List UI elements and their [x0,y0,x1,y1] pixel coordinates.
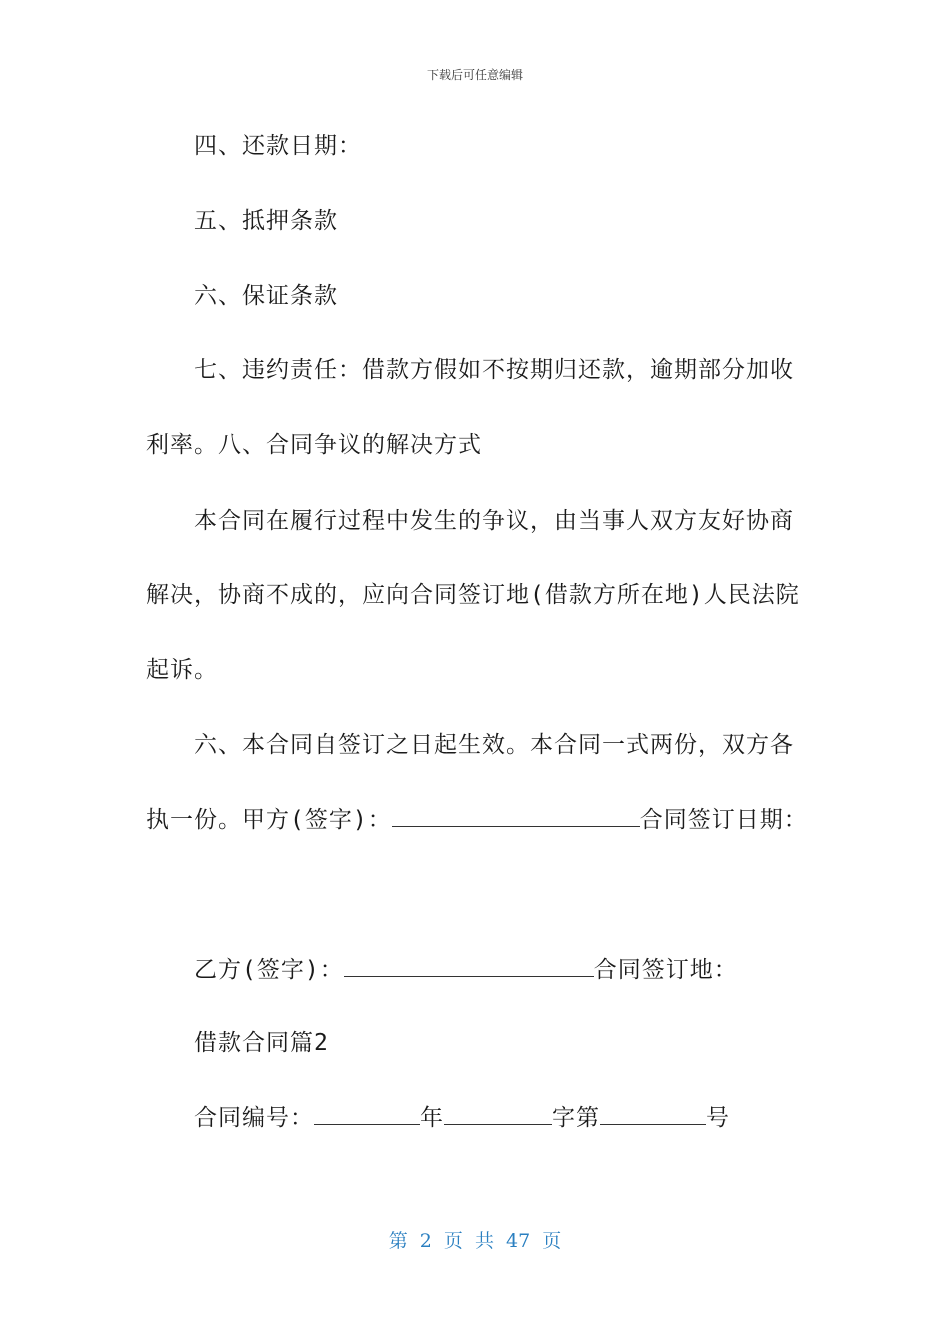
hao-label: 号 [706,1105,730,1131]
page-number: 第 2 页 共 47 页 [388,1230,562,1252]
contract-number-line [194,1102,730,1133]
sign-date-label: 合同签订日期： [639,807,808,833]
zi-di-label: 字第 [552,1105,600,1131]
contract-number-label: 合同编号： [194,1105,314,1131]
contract-year-blank [314,1102,420,1125]
clause-liability: 七、违约责任：借款方假如不按期归还款，逾期部分加收 [194,357,794,383]
header-note: 下载后可任意编辑 [426,68,523,82]
clause-mortgage: 五、抵押条款 [194,208,338,234]
clause-guarantee: 六、保证条款 [194,283,338,309]
party-a-label: 执一份。甲方(签字)： [146,807,392,833]
sign-place-label: 合同签订地： [593,957,738,983]
dispute-paragraph-end: 起诉。 [146,657,218,683]
section-title: 借款合同篇2 [194,1030,329,1056]
dispute-paragraph-cont: 解决，协商不成的，应向合同签订地(借款方所在地)人民法院 [146,582,800,608]
clause-repayment-date: 四、还款日期： [194,133,362,159]
party-b-signature-blank [344,954,594,977]
effective-paragraph: 六、本合同自签订之日起生效。本合同一式两份，双方各 [194,732,794,758]
party-a-signature-line [146,804,808,835]
party-b-label: 乙方(签字)： [194,957,344,983]
contract-number-blank [600,1102,706,1125]
dispute-paragraph: 本合同在履行过程中发生的争议，由当事人双方友好协商 [194,508,794,534]
year-label: 年 [420,1105,444,1131]
party-b-signature-line [194,954,738,985]
contract-zi-blank [444,1102,552,1125]
clause-liability-cont: 利率。八、合同争议的解决方式 [146,432,482,458]
party-a-signature-blank [392,804,640,827]
